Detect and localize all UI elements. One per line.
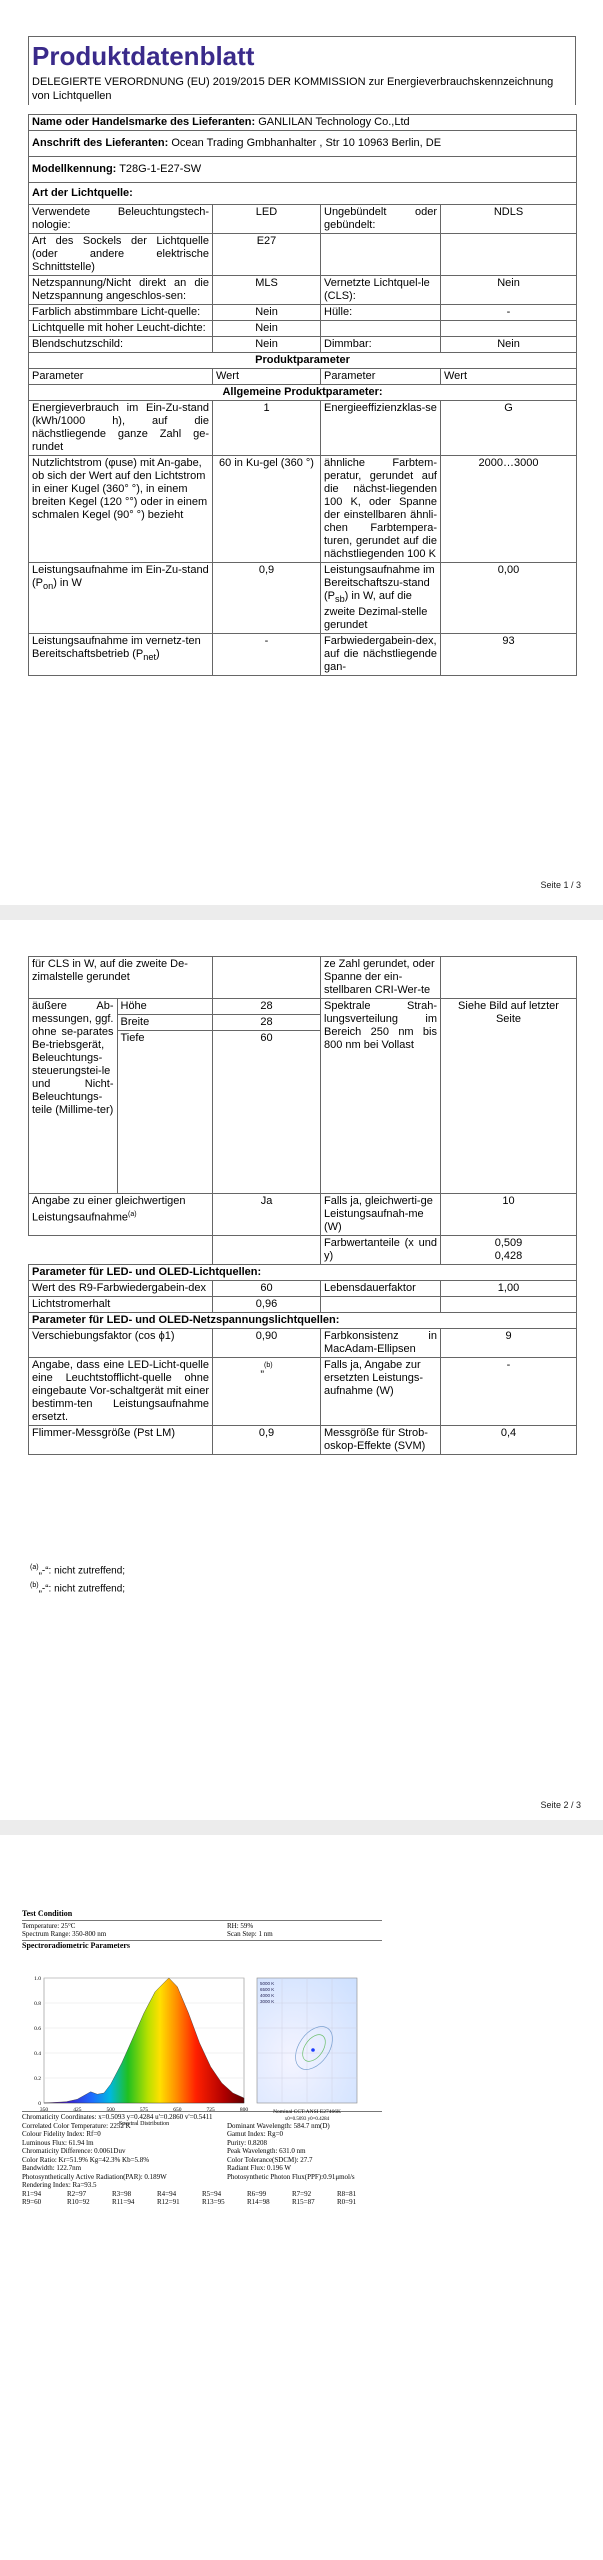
r-value: R2=97 (67, 2189, 87, 2198)
led-param-row: Wert des R9-Farbwiedergabein-dex 60 Lebensdauerfaktor 1,00 (29, 1281, 577, 1297)
mains-param-row: Flimmer-Messgröße (Pst LM) 0,9 Messgröße für Strob-oskop-Effekte (SVM) 0,4 (29, 1426, 577, 1455)
lightsource-row: Netzspannung/Nicht direkt an die Netzspannung angeschlos-sen: MLS Vernetzte Lichtquel-le (CLS): Nein (29, 276, 577, 305)
spectro-heading: Spectroradiometric Parameters (22, 1940, 131, 1950)
r-value: R3=98 (112, 2189, 132, 2198)
test-result-left: Correlated Color Temperature: 2252 K (22, 2121, 131, 2130)
mains-param-row: Angabe, dass eine LED-Licht-quelle eine Leuchtstofflicht-quelle ohne eingebaute Vor-schaltgerät mit einer bestimm-ten Leistungsaufnahme ersetzt. „$^{(b)}$ Falls ja, Angabe zur ersetzten Leistungs-aufnahme (W) - (29, 1358, 577, 1426)
r-value: R10=92 (67, 2198, 90, 2206)
cie-legend-item: 4000 K (260, 1993, 275, 1998)
test-condition-heading: Test Condition (22, 1909, 73, 1918)
r-value: R15=87 (292, 2198, 315, 2206)
x-tick-label: 650 (173, 2107, 182, 2113)
test-result-right: Color Tolerance(SDCM): 27.7 (227, 2155, 313, 2164)
r-value: R9=60 (22, 2198, 42, 2206)
r-value: R13=95 (202, 2198, 225, 2206)
model-id-row: Modellkennung: T28G-1-E27-SW (29, 157, 577, 183)
chromaticity-row: Farbwertanteile (x und y) 0,509 0,428 (29, 1236, 577, 1265)
test-range: Spectrum Range: 350-800 nm (22, 1930, 107, 1938)
test-result-right: Peak Wavelength: 631.0 nm (227, 2147, 306, 2155)
r-value: R5=94 (202, 2189, 222, 2198)
r-value: R11=94 (112, 2198, 135, 2206)
y-tick-label: 0 (38, 2101, 41, 2107)
test-result-left: Color Ratio: Kr=51.9% Kg=42.3% Kb=5.8% (22, 2155, 150, 2164)
chromaticity-point (311, 2048, 315, 2052)
test-rh: RH: 59% (227, 1921, 254, 1930)
regulation-text: DELEGIERTE VERORDNUNG (EU) 2019/2015 DER KOMMISSION zur Energieverbrauchskennzeichnung von Lichtquellen (32, 76, 554, 102)
test-result-left: Colour Fidelity Index: Rf=0 (22, 2130, 101, 2138)
footnotes (30, 1560, 125, 1597)
product-params-heading: Produktparameter (29, 353, 577, 369)
spectrum-caption: Spectral Distribution (118, 2121, 170, 2127)
dimensions-row (29, 999, 577, 1194)
test-temperature: Temperature: 25°C (22, 1921, 76, 1930)
dim-width-label: Breite (117, 1015, 212, 1031)
r-value: R14=98 (247, 2198, 270, 2206)
y-axis-ticks (34, 1976, 41, 2107)
r-values-row-2 (22, 2198, 382, 2207)
footnote-b: $^{(b)}$„-“: nicht zutreffend; (30, 1582, 126, 1595)
equivalent-power-row: Angabe zu einer gleichwertigen Leistungsaufnahme$^{(a)}$ Ja Falls ja, gleichwerti-ge Leistungsaufnah-me (W) 10 (29, 1194, 577, 1236)
test-result-left: Luminous Flux: 61.94 lm (22, 2138, 94, 2147)
r-value: R8=81 (337, 2189, 357, 2198)
r-value: R1=94 (22, 2189, 42, 2198)
spectrum-chart (22, 1970, 367, 2135)
mains-param-row: Verschiebungsfaktor (cos ϕ1) 0,90 Farbkonsistenz in MacAdam-Ellipsen 9 (29, 1329, 577, 1358)
y-tick-label: 0.6 (34, 2026, 41, 2032)
x-tick-label: 800 (239, 2107, 249, 2113)
datasheet-table-page1 (28, 114, 577, 676)
lightsource-row: Blendschutzschild: Nein Dimmbar: Nein (29, 337, 577, 353)
test-result-right: Purity: 0.8208 (227, 2138, 268, 2147)
test-result-right: Photosynthetic Photon Flux(PPF):0.91μmol/s (227, 2172, 355, 2181)
test-result-right: Radiant Flux: 0.196 W (227, 2164, 292, 2172)
x-tick-label: 575 (139, 2107, 149, 2113)
y-tick-label: 1.0 (34, 1976, 41, 1982)
param-row: Leistungsaufnahme im vernetz-ten Bereitschaftsbetrieb $(P_{net})$ - Farbwiedergabein-dex, auf die nächstliegende gan- 93 (29, 634, 577, 676)
test-result-line (22, 2181, 382, 2190)
dim-depth-value: 60 (260, 1032, 273, 1044)
param-row: Leistungsaufnahme im Ein-Zu-stand $(P_{on})$ in W 0,9 Leistungsaufnahme im Bereitschaftszu-stand $(P_{sb})$ in W, auf die zweite Dezimal-stelle gerundet 0,00 (29, 563, 577, 634)
test-result-line (22, 2173, 382, 2182)
spectral-plot (34, 1976, 248, 2127)
r-value: R4=94 (157, 2189, 177, 2198)
mains-params-heading: Parameter für LED- und OLED-Netzspannungslichtquellen: (29, 1313, 577, 1329)
x-tick-label: 350 (39, 2107, 49, 2113)
r-value: R12=91 (157, 2198, 180, 2206)
test-step: Scan Step: 1 nm (227, 1930, 273, 1938)
x-axis-ticks (40, 2107, 249, 2113)
dimensions-label: äußere Ab-messungen, ggf. ohne se-parates Be-triebsgerät, Beleuchtungs-steuerungstei-le und Nicht-Beleuchtungs-teile (Millime-ter) (29, 999, 117, 1193)
test-result-line (22, 2139, 382, 2148)
lightsource-row: Verwendete Beleuchtungstech-nologie: LED Ungebündelt oder gebündelt: NDLS (29, 205, 577, 234)
r-value: R6=99 (247, 2189, 267, 2198)
r-value: R7=92 (292, 2189, 312, 2198)
cie-legend-item: 6500 K (260, 1987, 275, 1992)
page-1 (0, 0, 603, 905)
led-params-heading: Parameter für LED- und OLED-Lichtquellen: (29, 1265, 577, 1281)
spectral-distribution-value: Siehe Bild auf letzter Seite (441, 999, 577, 1194)
spectral-distribution-label: Spektrale Strah-lungsverteilung im Bereich 250 nm bis 800 nm bei Vollast (321, 999, 441, 1194)
test-result-left: Photosynthetically Active Radiation(PAR): 0.189W (22, 2172, 167, 2181)
page-number: Seite 2 / 3 (540, 1800, 581, 1810)
lightsource-row: Farblich abstimmbare Licht-quelle: Nein Hülle: - (29, 305, 577, 321)
lightsource-heading: Art der Lichtquelle: (29, 183, 577, 205)
led-param-row: Lichtstromerhalt 0,96 (29, 1297, 577, 1313)
supplier-address-row: Anschrift des Lieferanten: Ocean Trading Gmbhanhalter , Str 10 10963 Berlin, DE (29, 131, 577, 157)
r-value: R0=91 (337, 2198, 357, 2206)
cie-coords: x0=0.5093 y0=0.4284 (284, 2117, 330, 2122)
page-number: Seite 1 / 3 (540, 880, 581, 890)
lightsource-row: Lichtquelle mit hoher Leucht-dichte: Nein (29, 321, 577, 337)
test-result-left: Chromaticity Coordinates: x=0.5093 y=0.4284 u'=0.2860 v'=0.5411 (22, 2113, 213, 2121)
x-tick-label: 500 (106, 2107, 115, 2113)
y-tick-label: 0.4 (34, 2051, 41, 2057)
column-headers: Parameter Wert Parameter Wert (29, 369, 577, 385)
y-tick-label: 0.8 (34, 2001, 41, 2007)
x-tick-label: 425 (73, 2107, 82, 2113)
param-row-continued: für CLS in W, auf die zweite De-zimalstelle gerundet ze Zahl gerundet, oder Spanne der ein-stellbaren CRI-Wer-te (29, 957, 577, 999)
page-3 (0, 1835, 603, 2560)
page-2 (0, 920, 603, 1820)
cie-legend-item: 3000 K (260, 1999, 275, 2004)
test-result-line (22, 2164, 382, 2173)
cie-diagram (257, 1978, 357, 2122)
datasheet-table-page2 (28, 956, 577, 1455)
y-tick-label: 0.2 (34, 2076, 41, 2082)
sheet-header (28, 36, 576, 105)
r-values-row-1 (22, 2190, 382, 2199)
test-result-left: Chromaticity Difference: 0.0061Duv (22, 2147, 126, 2155)
param-row: Energieverbrauch im Ein-Zu-stand (kWh/1000 h), auf die nächstliegende ganze Zahl ge-rundet 1 Energieeffizienzklas-se G (29, 401, 577, 456)
general-params-heading: Allgemeine Produktparameter: (29, 385, 577, 401)
dim-height-value: 28 (213, 999, 320, 1015)
dim-width-value: 28 (213, 1015, 320, 1031)
test-result-line (22, 2147, 382, 2156)
test-result-left: Bandwidth: 122.7nm (22, 2164, 82, 2172)
test-result-left: Rendering Index: Ra=93.5 (22, 2181, 97, 2189)
test-result-line (22, 2156, 382, 2165)
cie-legend-item: 5000 K (260, 1981, 275, 1986)
param-row: Nutzlichtstrom (φuse) mit An-gabe, ob sich der Wert auf den Lichtstrom in einer Kugel (360° °), in einem breiten Kegel (120 °°) oder in einem schmalen Kegel (90° °) bezieht 60 in Ku-gel (360 °) ähnliche Farbtem-peratur, gerundet auf die nächst-liegenden 100 K, oder Spanne der einstellbaren ähnli-chen Farbtempera-turen, gerundet auf die nächstliegenden 100 K 2000…3000 (29, 456, 577, 563)
cie-caption: Nominal CCT:ANSI E27466K (273, 2109, 341, 2115)
x-tick-label: 725 (206, 2107, 215, 2113)
test-result-right: Dominant Wavelength: 584.7 nm(D) (227, 2121, 330, 2130)
test-result-right: Gamut Index: Rg=0 (227, 2130, 284, 2138)
supplier-name-row: Name oder Handelsmarke des Lieferanten: GANLILAN Technology Co.,Ltd (29, 115, 577, 131)
lightsource-row: Art des Sockels der Lichtquelle (oder andere elektrische Schnittstelle) E27 (29, 234, 577, 276)
sheet-title: Produktdatenblatt (32, 41, 255, 71)
dim-height-label: Höhe (117, 999, 212, 1015)
dim-depth-label: Tiefe (117, 1031, 212, 1194)
footnote-a: $^{(a)}$„-“: nicht zutreffend; (30, 1564, 126, 1577)
